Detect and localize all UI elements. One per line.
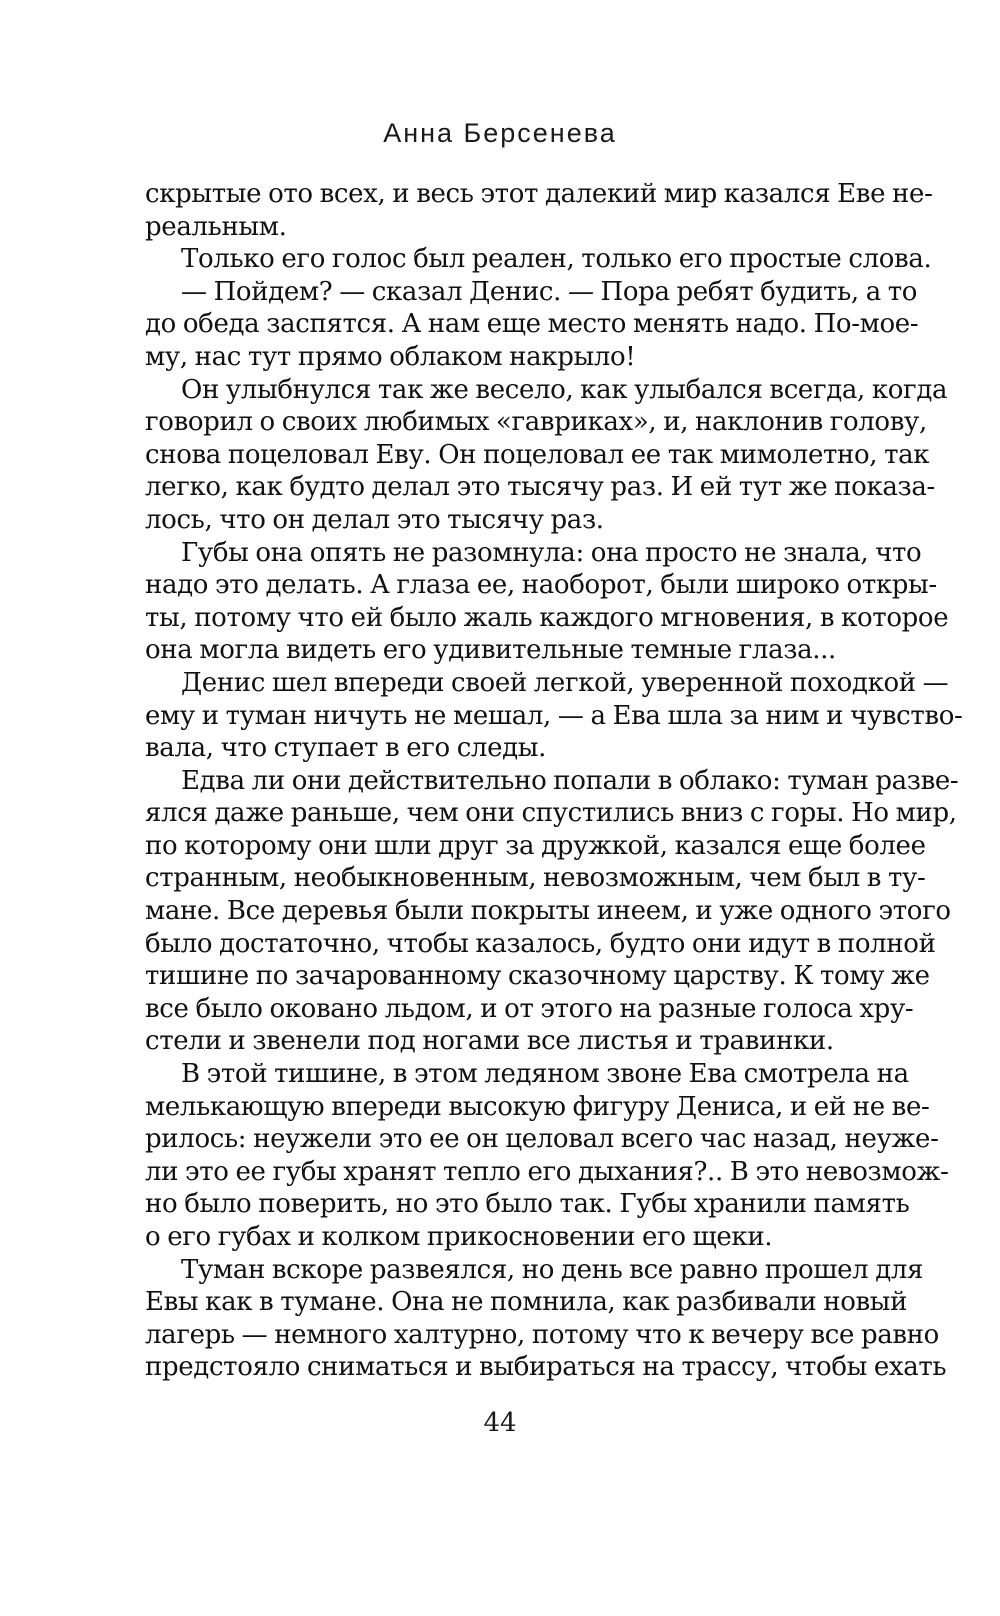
text-line: было достаточно, чтобы казалось, будто они идут в полной — [145, 928, 936, 959]
text-line: Туман вскоре развеялся, но день все равно прошел для — [181, 1254, 924, 1285]
text-line: до обеда заспятся. А нам еще место менять надо. По-мое- — [145, 309, 919, 340]
text-line: тишине по зачарованному сказочному царству. К тому же — [145, 961, 930, 992]
text-line: говорил о своих любимых «гавриках», и, наклонив голову, — [145, 407, 927, 438]
text-line: Губы она опять не разомнула: она просто не знала, что — [181, 537, 922, 568]
text-line: — Пойдем? — сказал Денис. — Пора ребят будить, а то — [181, 276, 918, 307]
text-line: мелькающую впереди высокую фигуру Дениса, и ей не ве- — [145, 1091, 930, 1122]
text-line: она могла видеть его удивительные темные глаза... — [145, 635, 836, 666]
text-line: Он улыбнулся так же весело, как улыбался всегда, когда — [181, 374, 948, 405]
text-line: ему и туман ничуть не мешал, — а Ева шла за ним и чувство- — [145, 700, 963, 731]
running-head-author: Анна Берсенева — [383, 118, 617, 148]
text-line: снова поцеловал Еву. Он поцеловал ее так мимолетно, так — [145, 439, 930, 470]
text-line: лагерь — немного халтурно, потому что к вечеру все равно — [145, 1319, 939, 1350]
text-line: вала, что ступает в его следы. — [145, 733, 547, 764]
text-line: Едва ли они действительно попали в облако: туман разве- — [181, 765, 959, 796]
text-line: реальным. — [145, 211, 287, 242]
text-line: ты, потому что ей было жаль каждого мгновения, в которое — [145, 602, 949, 633]
text-line: ли это ее губы хранят тепло его дыхания?.. В это невозмож- — [145, 1156, 949, 1187]
text-line: В этой тишине, в этом ледяном звоне Ева смотрела на — [181, 1059, 909, 1090]
page-number: 44 — [483, 1408, 517, 1438]
text-line: но было поверить, но это было так. Губы хранили память — [145, 1189, 910, 1220]
text-line: о его губах и колком прикосновении его щеки. — [145, 1222, 773, 1252]
text-line: му, нас тут прямо облаком накрыло! — [145, 341, 636, 372]
text-line: ялся даже раньше, чем они спустились вниз с горы. Но мир, — [145, 798, 957, 829]
text-line: легко, как будто делал это тысячу раз. И ей тут же показа- — [145, 472, 935, 503]
text-line: рилось: неужели это ее он целовал всего час назад, неуже- — [145, 1124, 939, 1155]
text-line: Только его голос был реален, только его простые слова. — [181, 244, 932, 275]
text-line: надо это делать. А глаза ее, наоборот, были широко откры- — [145, 570, 937, 601]
text-line: мане. Все деревья были покрыты инеем, и уже одного этого — [145, 896, 951, 927]
text-line: скрытые ото всех, и весь этот далекий мир казался Еве не- — [145, 179, 933, 209]
text-line: лось, что он делал это тысячу раз. — [145, 504, 604, 535]
body-text — [145, 178, 963, 1384]
text-line: Денис шел впереди своей легкой, уверенной походкой — — [181, 667, 949, 698]
text-line: по которому они шли друг за дружкой, казался еще более — [145, 830, 926, 861]
text-line: предстояло сниматься и выбираться на трассу, чтобы ехать — [145, 1352, 947, 1383]
text-line: Евы как в тумане. Она не помнила, как разбивали новый — [145, 1287, 908, 1318]
text-line: все было оковано льдом, и от этого на разные голоса хру- — [145, 993, 914, 1024]
text-line: стели и звенели под ногами все листья и травинки. — [145, 1026, 834, 1057]
text-line: странным, необыкновенным, невозможным, чем был в ту- — [145, 863, 926, 894]
